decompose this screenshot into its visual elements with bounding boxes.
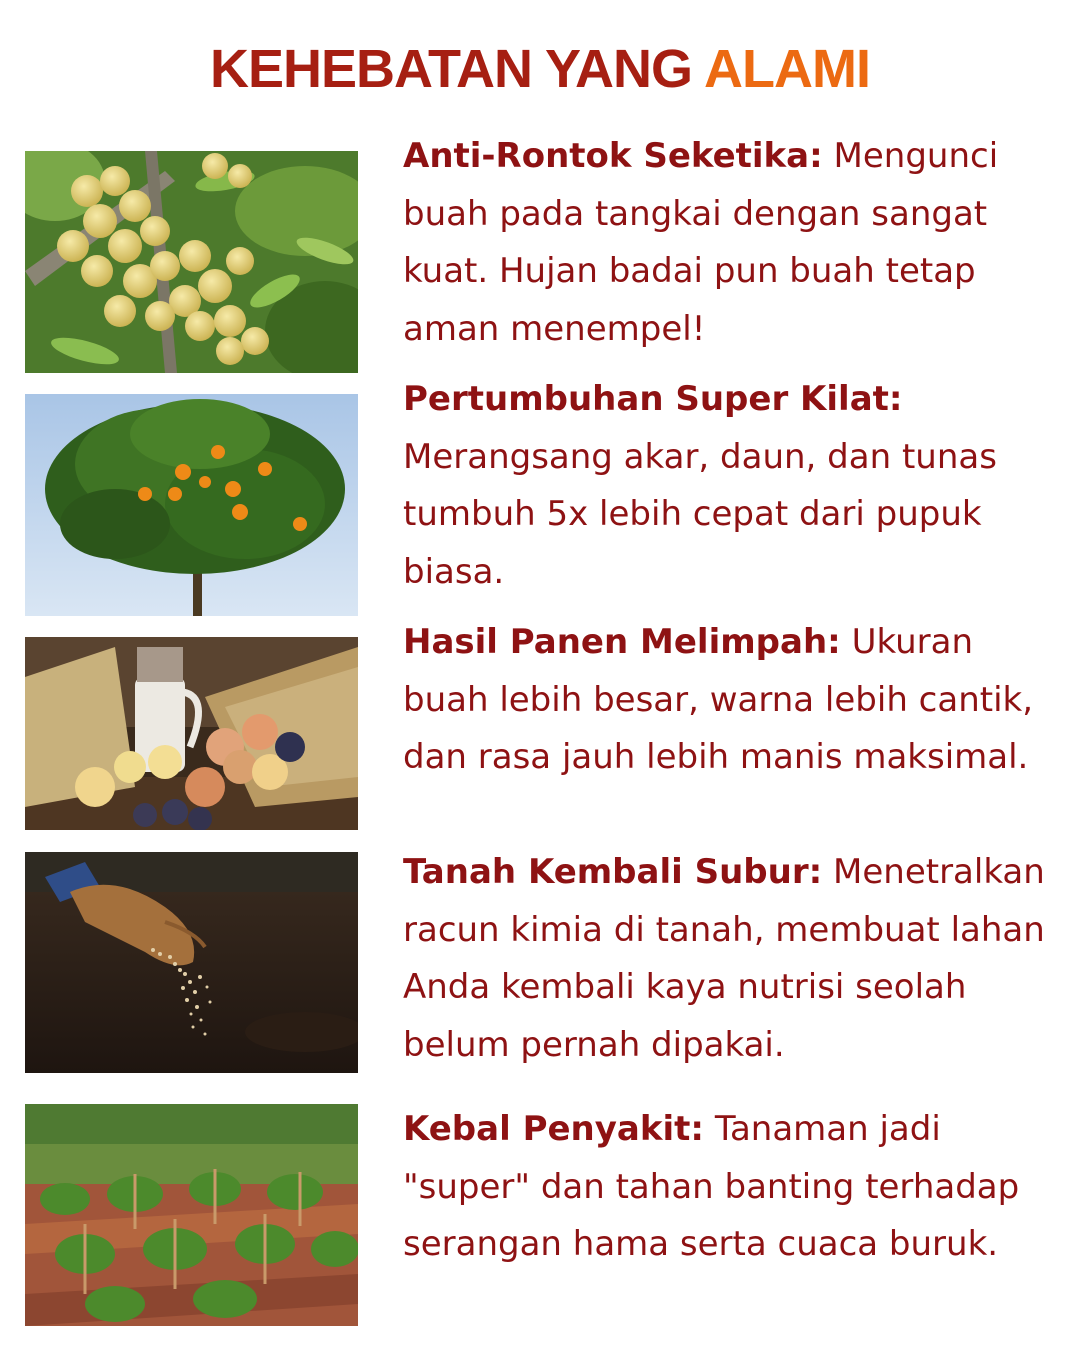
benefit-5 [403,1101,1063,1274]
fertilizer-hand-photo [25,852,358,1073]
benefit-2 [403,371,1063,601]
benefit-1-heading: Anti-Rontok Seketika: [403,136,823,176]
page-title [0,36,1080,102]
benefit-4-heading: Tanah Kembali Subur: [403,852,823,892]
longan-fruit-photo [25,151,358,373]
title-part-1: KEHEBATAN YANG [209,39,693,99]
harvest-basket-photo [25,637,358,830]
benefit-3-body: Ukuran buah lebih besar, warna lebih cantik, dan rasa jauh lebih manis maksimal. [403,622,1034,777]
benefit-2-heading: Pertumbuhan Super Kilat: [403,379,903,419]
benefit-5-heading: Kebal Penyakit: [403,1109,704,1149]
benefit-1 [403,128,1063,358]
seedling-field-photo [25,1104,358,1326]
benefit-3-heading: Hasil Panen Melimpah: [403,622,841,662]
benefit-2-body: Merangsang akar, daun, dan tunas tumbuh 5x lebih cepat dari pupuk biasa. [403,436,997,592]
benefit-4-body: Menetralkan racun kimia di tanah, membuat lahan Anda kembali kaya nutrisi seolah belum pernah dipakai. [403,852,1045,1065]
title-part-2: ALAMI [704,39,871,99]
benefit-3 [403,614,1063,787]
orange-tree-photo [25,394,358,616]
benefit-4 [403,844,1063,1074]
benefit-1-body: Mengunci buah pada tangkai dengan sangat kuat. Hujan badai pun buah tetap aman menempel! [403,136,999,349]
benefit-5-body: Tanaman jadi "super" dan tahan banting terhadap serangan hama serta cuaca buruk. [403,1109,1020,1264]
